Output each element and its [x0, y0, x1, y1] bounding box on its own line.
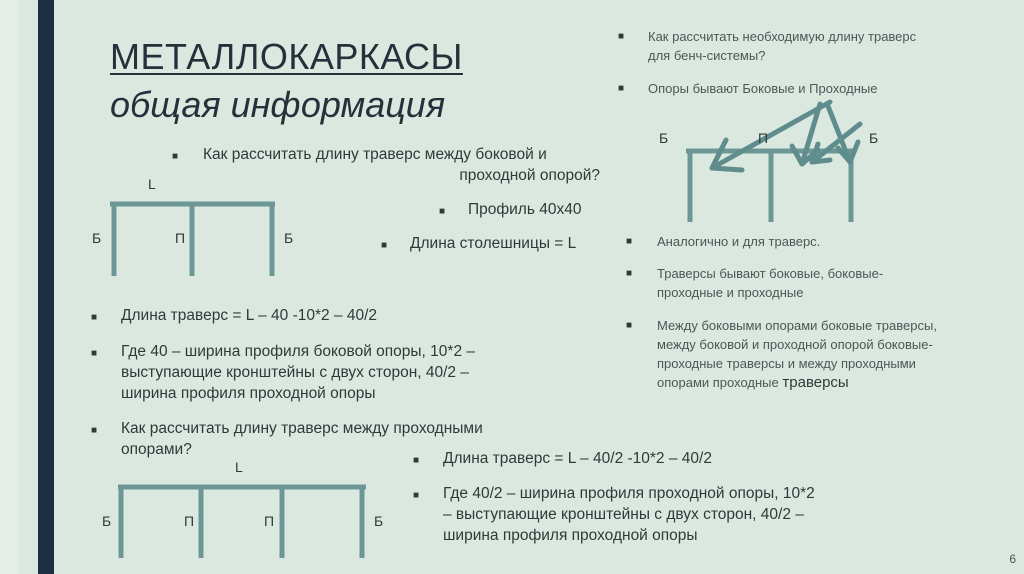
frame-diagram-side-pass	[110, 202, 275, 276]
bullet-icon: ■	[413, 455, 420, 466]
diagram-label-pass: П	[184, 513, 195, 529]
question-side-pass-line2: проходной опорой?	[459, 167, 600, 184]
bench-question-line2: для бенч-системы?	[648, 48, 766, 63]
pointer-arrows	[712, 102, 860, 170]
question-pass-pass-line2: опорами?	[121, 441, 192, 458]
bullet-icon: ■	[91, 348, 98, 359]
explanation2-line1: Где 40/2 – ширина профиля проходной опоры, 10*2	[443, 485, 815, 502]
support-types-text: Опоры бывают Боковые и Проходные	[648, 81, 878, 96]
bench-question-line1: Как рассчитать необходимую длину траверс	[648, 29, 917, 44]
slide-title: МЕТАЛЛОКАРКАСЫ	[110, 36, 463, 77]
explanation-line3: ширина профиля проходной опоры	[121, 385, 376, 402]
crossbar-placement-line2: между боковой и проходной опорой боковые-	[657, 337, 933, 352]
bullet-icon: ■	[381, 240, 388, 251]
formula-side-pass: Длина траверс = L – 40 -10*2 – 40/2	[121, 307, 378, 324]
diagram-label-pass: П	[758, 130, 769, 146]
diagram-label-side: Б	[284, 230, 294, 246]
bullet-icon: ■	[91, 425, 98, 436]
bullet-icon: ■	[626, 236, 633, 247]
tabletop-length-text: Длина столешницы = L	[410, 235, 577, 252]
crossbar-placement-line4: опорами проходные траверсы	[657, 374, 849, 391]
crossbar-placement-line1: Между боковыми опорами боковые траверсы,	[657, 318, 937, 333]
crossbar-types-line2: проходные и проходные	[657, 285, 804, 300]
question-side-pass-line1: Как рассчитать длину траверс между боковой и	[203, 146, 547, 163]
diagram-label-side: Б	[92, 230, 102, 246]
similar-crossbars-text: Аналогично и для траверс.	[657, 234, 821, 249]
bullet-icon: ■	[413, 490, 420, 501]
bullet-icon: ■	[439, 206, 446, 217]
explanation2-line3: ширина профиля проходной опоры	[443, 527, 698, 544]
diagram-label-side: Б	[374, 513, 384, 529]
diagram-label-side: Б	[102, 513, 112, 529]
crossbar-types-line1: Траверсы бывают боковые, боковые-	[657, 266, 884, 281]
bullet-icon: ■	[618, 83, 625, 94]
diagram-label-side: Б	[869, 130, 879, 146]
bullet-icon: ■	[626, 268, 633, 279]
crossbar-placement-line3: проходные траверсы и между проходными	[657, 356, 916, 371]
profile-text: Профиль 40х40	[468, 201, 582, 218]
bullet-icon: ■	[618, 31, 625, 42]
explanation-line2: выступающие кронштейны с двух сторон, 40/2 –	[121, 364, 469, 381]
page-number: 6	[1009, 552, 1016, 566]
slide-subtitle: общая информация	[110, 84, 446, 125]
bullet-icon: ■	[172, 151, 179, 162]
explanation2-line2: – выступающие кронштейны с двух сторон, 40/2 –	[443, 506, 804, 523]
bullet-icon: ■	[91, 312, 98, 323]
frame-diagram-pass-pass	[118, 485, 366, 558]
question-pass-pass-line1: Как рассчитать длину траверс между проходными	[121, 420, 483, 437]
formula-pass-pass: Длина траверс = L – 40/2 -10*2 – 40/2	[443, 450, 712, 467]
diagram-length-label: L	[148, 176, 156, 192]
diagram-label-side: Б	[659, 130, 669, 146]
explanation-line1: Где 40 – ширина профиля боковой опоры, 10*2 –	[121, 343, 475, 360]
diagram-label-pass: П	[175, 230, 186, 246]
diagram-length-label: L	[235, 459, 243, 475]
bullet-icon: ■	[626, 320, 633, 331]
diagram-label-pass: П	[264, 513, 275, 529]
